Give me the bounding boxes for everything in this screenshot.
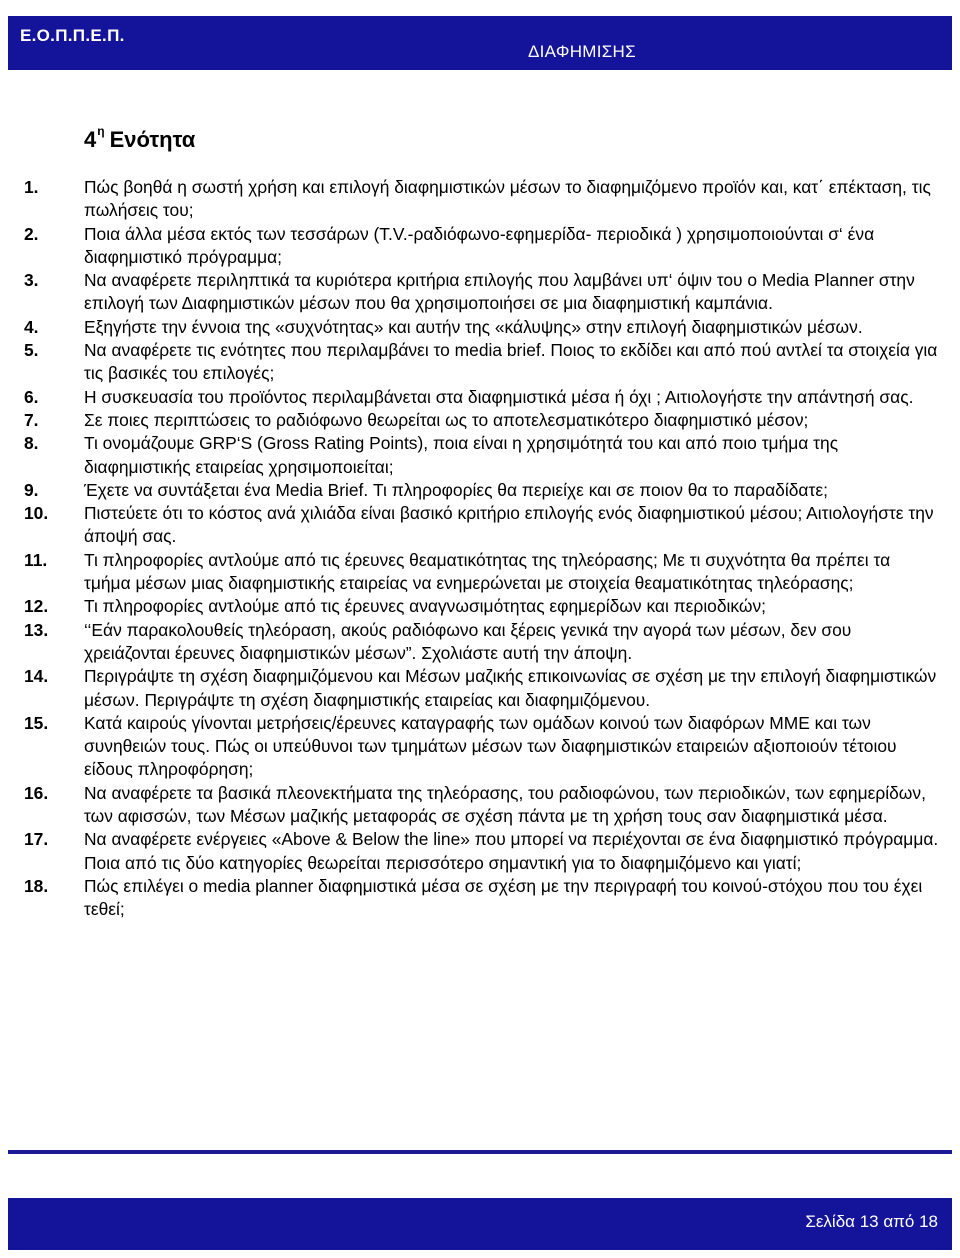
page-header	[8, 16, 952, 70]
question-number: 12.	[24, 596, 49, 617]
question-text: ‘‘Εάν παρακολουθείς τηλεόραση, ακούς ραδιόφωνο και ξέρεις γενικά την αγορά των μέσων, δεν σου χρειάζονται έρευνες διαφημιστικών μέσων”. Σχολιάστε αυτή την άποψη.	[84, 619, 852, 663]
questions-list	[0, 176, 960, 922]
question-number: 15.	[24, 712, 49, 733]
question-item	[0, 595, 940, 618]
question-number: 3.	[24, 270, 39, 291]
question-number: 14.	[24, 666, 49, 687]
page-number: Σελίδα 13 από 18	[805, 1212, 938, 1231]
unit-label: Ενότητα	[109, 127, 196, 152]
question-item	[0, 316, 940, 339]
question-text: Τι πληροφορίες αντλούμε από τις έρευνες αναγνωσιμότητας εφημερίδων και περιοδικών;	[84, 596, 766, 617]
question-text: Έχετε να συντάξεται ένα Media Brief. Τι πληροφορίες θα περιείχε και σε ποιον θα το παραδίδατε;	[84, 479, 828, 500]
question-item	[0, 432, 940, 479]
question-number: 6.	[24, 386, 39, 407]
question-text: Εξηγήστε την έννοια της «συχνότητας» και αυτήν της «κάλυψης» στην επιλογή διαφημιστικών μέσων.	[84, 316, 863, 337]
question-item	[0, 409, 940, 432]
question-text: Να αναφέρετε τα βασικά πλεονεκτήματα της τηλεόρασης, του ραδιοφώνου, των περιοδικών, των εφημερίδων, των αφισσών, των Μέσων μαζικής μεταφοράς σε σχέση πάντα με τη χρήση τους σαν διαφημιστικά μέσα.	[84, 782, 926, 827]
question-item	[0, 269, 940, 316]
question-number: 5.	[24, 340, 39, 361]
question-item	[0, 712, 940, 782]
question-item	[0, 875, 940, 922]
unit-number: 4	[84, 127, 97, 152]
question-item	[0, 665, 940, 712]
question-text: Πώς βοηθά η σωστή χρήση και επιλογή διαφημιστικών μέσων το διαφημιζόμενο προϊόν και, κατ΄ επέκταση, τις πωλήσεις του;	[84, 177, 931, 221]
question-text: Πώς επιλέγει ο media planner διαφημιστικά μέσα σε σχέση με την περιγραφή του κοινού-στόχου που του έχει τεθεί;	[84, 875, 923, 920]
header-organization: Ε.Ο.Π.Π.Ε.Π.	[20, 26, 125, 45]
question-text: Τι πληροφορίες αντλούμε από τις έρευνες θεαματικότητας της τηλεόρασης; Με τι συχνότητα θα πρέπει τα τμήμα μέσων μιας διαφημιστικής εταιρείας να ενημερώνεται με στοιχεία θεαματικότητας τηλεόρασης;	[84, 549, 891, 594]
question-text: Τι ονομάζουμε GRP‘S (Gross Rating Points), ποια είναι η χρησιμότητά του και από ποιο τμήμα της διαφημιστικής εταιρείας χρησιμοποιείται;	[84, 433, 839, 477]
question-item	[0, 828, 940, 875]
question-text: Πιστεύετε ότι το κόστος ανά χιλιάδα είναι βασικό κριτήριο επιλογής ενός διαφημιστικού μέσου; Αιτιολογήστε την άποψή σας.	[84, 503, 934, 547]
header-section-title: ΔΙΑΦΗΜΙΣΗΣ	[528, 42, 636, 61]
question-number: 18.	[24, 875, 49, 896]
question-text: Περιγράψτε τη σχέση διαφημιζόμενου και Μέσων μαζικής επικοινωνίας σε σχέση με την επιλογή διαφημιστικών μέσων. Περιγράψτε τη σχέση διαφημιστικής εταιρείας και διαφημιζόμενου.	[84, 666, 937, 710]
question-item	[0, 223, 940, 270]
unit-title	[84, 124, 195, 153]
question-number: 13.	[24, 619, 49, 640]
question-number: 7.	[24, 409, 39, 430]
question-item	[0, 176, 940, 223]
question-text: Να αναφέρετε περιληπτικά τα κυριότερα κριτήρια επιλογής που λαμβάνει υπ‘ όψιν του ο Media Planner στην επιλογή των Διαφημιστικών μέσων που θα χρησιμοποιήσει σε μια διαφημιστική καμπάνια.	[84, 270, 915, 314]
question-number: 10.	[24, 503, 49, 524]
question-number: 11.	[24, 549, 48, 570]
question-text: Κατά καιρούς γίνονται μετρήσεις/έρευνες καταγραφής των ομάδων κοινού των διαφόρων ΜΜΕ και των συνηθειών τους. Πώς οι υπεύθυνοι των τμημάτων μέσων των διαφημιστικών εταιρειών αξιοποιούν τέτοιου είδους πληροφόρηση;	[84, 712, 897, 780]
unit-superscript: η	[97, 124, 105, 138]
question-text: Να αναφέρετε τις ενότητες που περιλαμβάνει το media brief. Ποιος το εκδίδει και από πού αντλεί τα στοιχεία για τις βασικές του επιλογές;	[84, 340, 938, 384]
question-number: 2.	[24, 223, 39, 244]
question-number: 1.	[24, 177, 39, 197]
question-item	[0, 339, 940, 386]
question-item	[0, 549, 940, 596]
question-item	[0, 502, 940, 549]
question-number: 4.	[24, 316, 39, 337]
page-footer	[8, 1150, 952, 1250]
question-item	[0, 782, 940, 829]
question-text: Σε ποιες περιπτώσεις το ραδιόφωνο θεωρείται ως το αποτελεσματικότερο διαφημιστικό μέσον;	[84, 409, 809, 430]
question-number: 17.	[24, 829, 49, 850]
question-text: Ποια άλλα μέσα εκτός των τεσσάρων (T.V.-ραδιόφωνο-εφημερίδα- περιοδικά ) χρησιμοποιούνται σ‘ ένα διαφημιστικό πρόγραμμα;	[84, 223, 875, 267]
question-item	[0, 479, 940, 502]
question-item	[0, 386, 940, 409]
question-number: 8.	[24, 433, 39, 454]
question-item	[0, 619, 940, 666]
footer-bar	[8, 1198, 952, 1250]
question-number: 16.	[24, 782, 49, 803]
question-text: Η συσκευασία του προϊόντος περιλαμβάνεται στα διαφημιστικά μέσα ή όχι ; Αιτιολογήστε την απάντησή σας.	[84, 386, 914, 407]
question-number: 9.	[24, 479, 39, 500]
question-text: Να αναφέρετε ενέργειες «Above & Below the line» που μπορεί να περιέχονται σε ένα διαφημιστικό πρόγραμμα. Ποια από τις δύο κατηγορίες θεωρείται περισσότερο σημαντική για το διαφημιζόμενο και γιατί;	[84, 829, 939, 873]
